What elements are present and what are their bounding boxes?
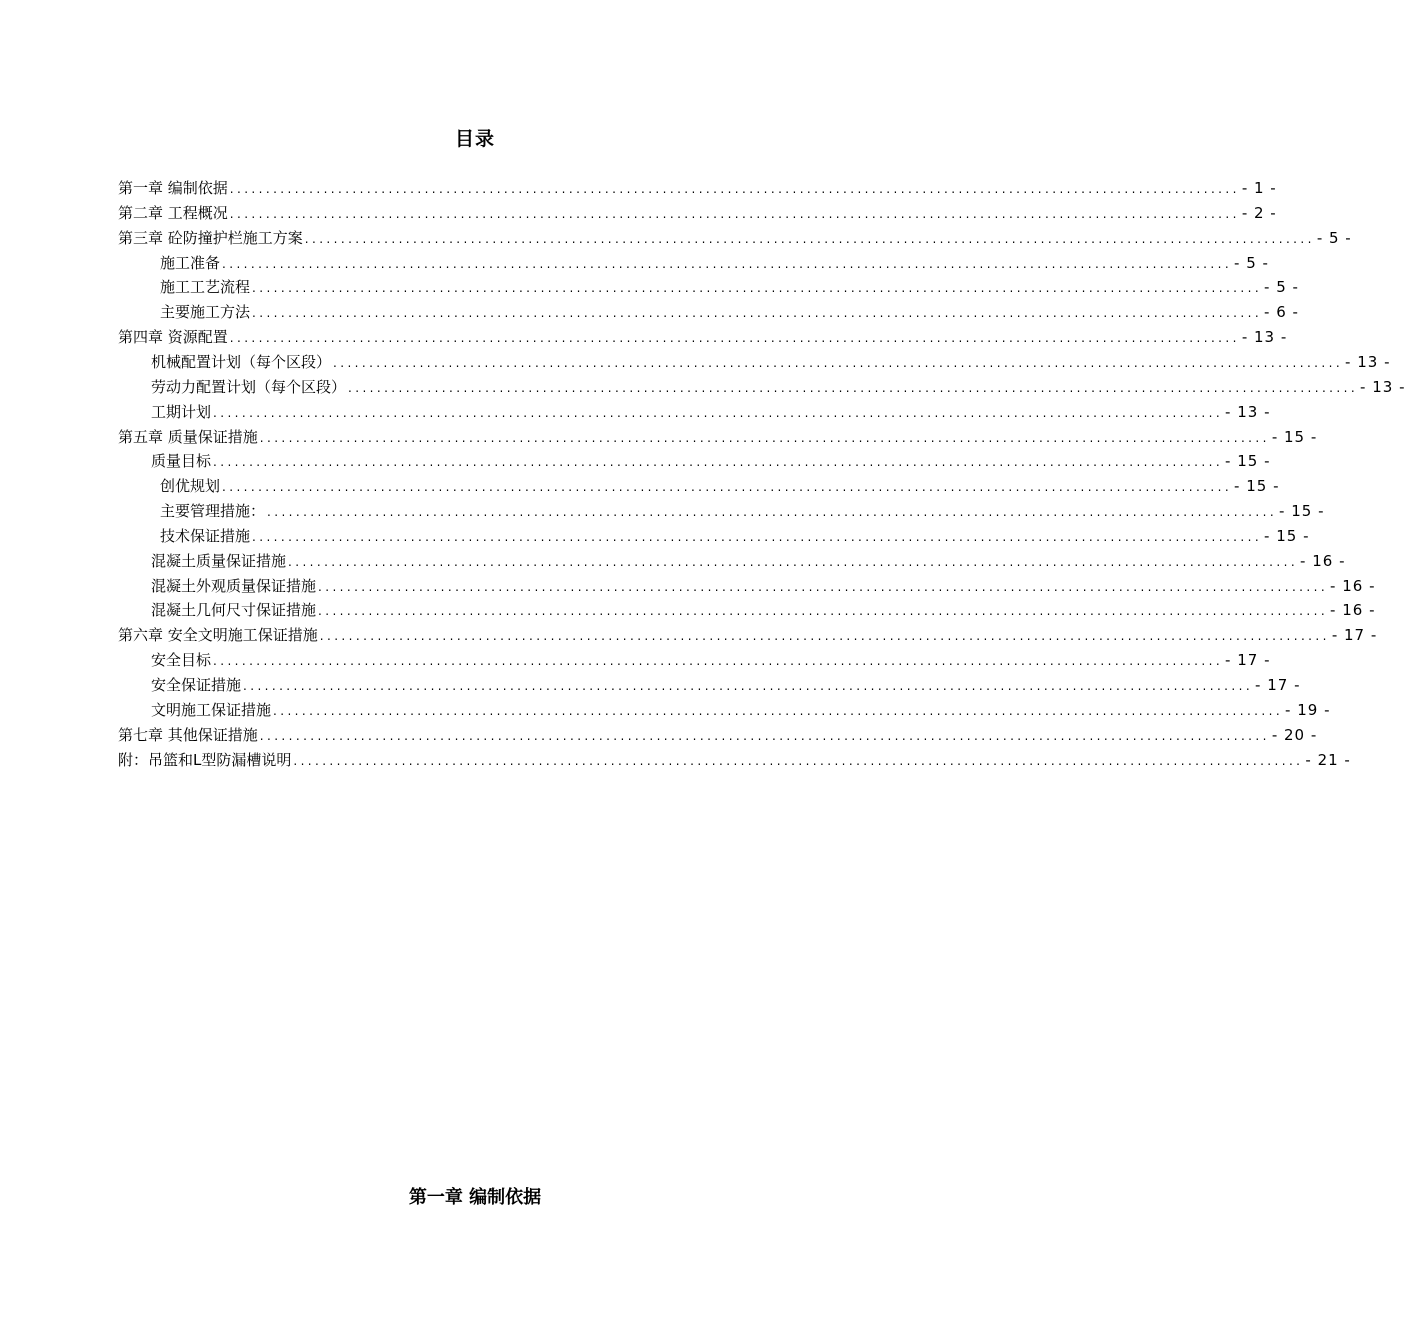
- toc-entry-label: 文明施工保证措施: [151, 700, 272, 719]
- toc-entry[interactable]: [151, 646, 1271, 670]
- toc-dot-leader: ............................................................................................................................................: [259, 728, 1270, 743]
- toc-entry-page: - 2 -: [1241, 203, 1277, 222]
- toc-entry[interactable]: [160, 522, 1310, 546]
- toc-entry-page: - 17 -: [1331, 626, 1378, 645]
- toc-entry-label: 施工工艺流程: [160, 278, 251, 297]
- toc-entry-page: - 5 -: [1264, 278, 1299, 297]
- toc-title: 目录: [454, 128, 495, 150]
- toc-entry[interactable]: [118, 224, 1352, 248]
- toc-entry-page: - 17 -: [1255, 676, 1301, 694]
- toc-dot-leader: ............................................................................................................................................: [304, 231, 1315, 246]
- toc-entry[interactable]: [151, 373, 1406, 397]
- toc-entry[interactable]: [118, 746, 1351, 770]
- toc-dot-leader: ............................................................................................................................................: [222, 480, 1233, 495]
- toc-entry-page: - 15 -: [1264, 526, 1310, 545]
- toc-entry[interactable]: [151, 596, 1376, 620]
- toc-dot-leader: ............................................................................................................................................: [213, 405, 1224, 420]
- toc-entry[interactable]: [118, 199, 1277, 223]
- toc-entry-label: 混凝土外观质量保证措施: [151, 576, 317, 595]
- toc-dot-leader: ............................................................................................................................................: [229, 206, 1240, 221]
- toc-entry[interactable]: [118, 621, 1378, 645]
- toc-entry-page: - 16 -: [1330, 576, 1376, 595]
- toc-entry-page: - 16 -: [1300, 551, 1346, 570]
- toc-dot-leader: ............................................................................................................................................: [333, 355, 1344, 370]
- toc-dot-leader: ............................................................................................................................................: [288, 554, 1299, 569]
- toc-entry-page: - 5 -: [1316, 228, 1352, 247]
- toc-entry-label: 机械配置计划（每个区段）: [151, 352, 332, 371]
- toc-entry[interactable]: [160, 472, 1280, 496]
- toc-entry-label: 混凝土几何尺寸保证措施: [151, 601, 317, 620]
- toc-dot-leader: ............................................................................................................................................: [213, 654, 1224, 669]
- toc-dot-leader: ............................................................................................................................................: [348, 380, 1359, 395]
- toc-entry[interactable]: [151, 348, 1391, 372]
- toc-entry-label: 安全目标: [151, 651, 212, 670]
- toc-dot-leader: ............................................................................................................................................: [213, 455, 1224, 470]
- toc-entry-page: - 19 -: [1285, 700, 1331, 719]
- toc-entry-page: - 20 -: [1271, 725, 1318, 744]
- toc-dot-leader: ............................................................................................................................................: [252, 529, 1263, 544]
- toc-entry[interactable]: [118, 323, 1288, 347]
- toc-entry-page: - 13 -: [1345, 352, 1391, 371]
- toc-entry-page: - 1 -: [1241, 179, 1277, 197]
- toc-entry-label: 施工准备: [160, 253, 221, 272]
- toc-entry-page: - 13 -: [1360, 377, 1406, 396]
- toc-entry-label: 第三章 砼防撞护栏施工方案: [118, 228, 303, 247]
- toc-entry-page: - 15 -: [1225, 452, 1271, 471]
- toc-entry-page: - 15 -: [1279, 502, 1325, 521]
- toc-dot-leader: ............................................................................................................................................: [259, 430, 1270, 445]
- toc-entry-label: 第七章 其他保证措施: [118, 725, 258, 744]
- toc-dot-leader: ............................................................................................................................................: [318, 604, 1329, 619]
- toc-entry-page: - 6 -: [1264, 303, 1299, 322]
- toc-entry-page: - 15 -: [1271, 427, 1318, 446]
- toc-dot-leader: ............................................................................................................................................: [273, 703, 1284, 718]
- toc-dot-leader: ............................................................................................................................................: [293, 753, 1304, 768]
- toc-entry[interactable]: [151, 398, 1271, 422]
- toc-dot-leader: ............................................................................................................................................: [252, 281, 1263, 296]
- toc-entry[interactable]: [151, 447, 1271, 471]
- toc-entry[interactable]: [160, 249, 1269, 273]
- toc-entry[interactable]: [160, 497, 1325, 521]
- toc-dot-leader: ............................................................................................................................................: [243, 679, 1254, 693]
- toc-entry-page: - 15 -: [1234, 477, 1280, 496]
- toc-entry[interactable]: [151, 547, 1346, 571]
- toc-entry-label: 附：吊篮和L型防漏槽说明: [118, 750, 292, 769]
- toc-entry-page: - 17 -: [1225, 651, 1271, 670]
- toc-entry[interactable]: [160, 298, 1299, 322]
- toc-entry[interactable]: [151, 696, 1331, 720]
- toc-entry-page: - 13 -: [1241, 328, 1288, 347]
- toc-dot-leader: ............................................................................................................................................: [229, 182, 1240, 196]
- toc-dot-leader: ............................................................................................................................................: [252, 306, 1263, 321]
- toc-dot-leader: ............................................................................................................................................: [267, 505, 1278, 520]
- toc-entry-label: 主要施工方法: [160, 303, 251, 322]
- toc-entry-label: 混凝土质量保证措施: [151, 551, 287, 570]
- toc-entry-label: 第一章 编制依据: [118, 179, 228, 197]
- toc-entry-page: - 13 -: [1225, 402, 1271, 421]
- toc-entry[interactable]: [151, 671, 1301, 695]
- toc-entry[interactable]: [151, 572, 1376, 596]
- toc-entry-label: 质量目标: [151, 452, 212, 471]
- toc-entry-label: 第二章 工程概况: [118, 203, 228, 222]
- toc-dot-leader: ............................................................................................................................................: [319, 629, 1330, 644]
- toc-entry[interactable]: [118, 174, 1277, 198]
- toc-dot-leader: ............................................................................................................................................: [318, 579, 1329, 594]
- toc-entry-label: 工期计划: [151, 402, 212, 421]
- toc-entry-page: - 5 -: [1234, 253, 1269, 272]
- toc-dot-leader: ............................................................................................................................................: [222, 256, 1233, 271]
- toc-entry-label: 第五章 质量保证措施: [118, 427, 258, 446]
- toc-entry-label: 第四章 资源配置: [118, 328, 228, 347]
- toc-entry-label: 劳动力配置计划（每个区段）: [151, 377, 347, 396]
- toc-entry[interactable]: [118, 721, 1318, 745]
- chapter-heading: 第一章 编制依据: [408, 1187, 542, 1208]
- toc-entry-label: 第六章 安全文明施工保证措施: [118, 626, 318, 645]
- toc-entry[interactable]: [160, 273, 1299, 297]
- toc-entry-label: 创优规划: [160, 477, 221, 496]
- toc-entry-label: 技术保证措施: [160, 526, 251, 545]
- toc-entry-page: - 21 -: [1305, 750, 1351, 769]
- toc-entry-label: 主要管理措施：: [160, 502, 266, 521]
- toc-dot-leader: ............................................................................................................................................: [229, 331, 1240, 346]
- toc-entry-label: 安全保证措施: [151, 676, 242, 694]
- toc-entry[interactable]: [118, 423, 1318, 447]
- toc-entry-page: - 16 -: [1330, 601, 1376, 620]
